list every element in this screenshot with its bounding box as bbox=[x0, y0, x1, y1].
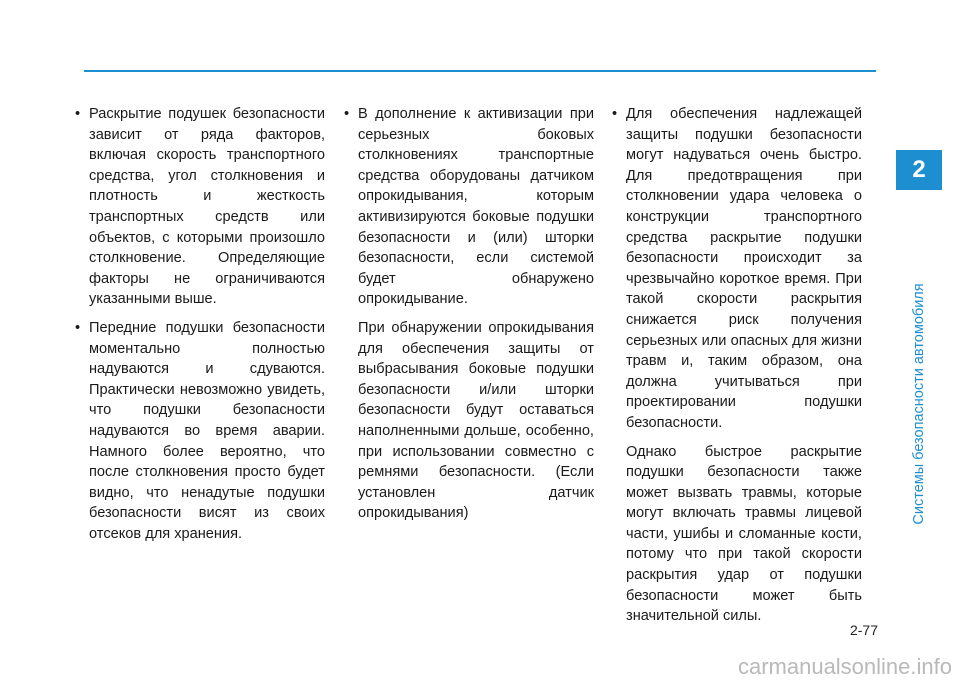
bullet-item bbox=[75, 318, 325, 545]
bullet-text: Раскрытие подушек безопасности зависит от ряда факторов, включая скорость транспортного средства, угол столкновения и плотность и жесткость транспортных средств или объектов, с которыми произошло столкновение. Определяющие факторы не ограничиваются указанными выше. bbox=[89, 106, 325, 308]
bullet-item bbox=[612, 104, 862, 434]
text-column-3 bbox=[612, 104, 862, 627]
paragraph: При обнаружении опрокидывания для обеспечения защиты от выбрасывания боковые подушки безопасности и/или шторки безопасности будут оставаться наполненными дольше, особенно, при использовании совместно с ремнями безопасности. (Если установлен датчик опрокидывания) bbox=[358, 319, 594, 522]
bullet-text: Для обеспечения надлежащей защиты подушки безопасности могут надуваться очень быстро. Для предотвращения при столкновении удара человека о конструкции транспортного средства раскрытие подушки безопасности происходит за чрезвычайно короткое время. При такой скорости раскрытия снижается риск получения серьезных или опасных для жизни травм и, таким образом, она должна учитываться при проектировании подушки безопасности. bbox=[626, 106, 862, 431]
header-rule bbox=[84, 70, 876, 72]
paragraph: Однако быстрое раскрытие подушки безопасности также может вызвать травмы, которые могут включать травмы лицевой части, ушибы и сломанные кости, потому что при такой скорости раскрытия удар от подушки безопасности может быть значительной силы. bbox=[626, 443, 862, 625]
watermark-text: carmanualsonline.info bbox=[737, 654, 952, 679]
bullet-item bbox=[344, 104, 594, 310]
chapter-number-badge: 2 bbox=[896, 150, 942, 190]
bullet-icon: • bbox=[75, 106, 81, 122]
text-column-1 bbox=[75, 104, 325, 552]
bullet-icon: • bbox=[344, 106, 350, 122]
bullet-text: Передние подушки безопасности моментально полностью надуваются и сдуваются. Практически невозможно увидеть, что подушки безопасности надуваются во время аварии. Намного более вероятно, что после столкновения просто будет видно, что ненадутые подушки безопасности висят из своих отсеков для хранения. bbox=[89, 319, 325, 542]
bullet-item bbox=[75, 104, 325, 310]
page-number: 2-77 bbox=[849, 622, 878, 638]
chapter-title-vertical: Системы безопасности автомобиля bbox=[911, 283, 927, 525]
bullet-text: В дополнение к активизации при серьезных боковых столкновениях транспортные средства оборудованы датчиком опрокидывания, которым активизируются боковые подушки безопасности и (или) шторки безопасности, если системой будет обнаружено опрокидывание. bbox=[358, 106, 594, 308]
bullet-icon: • bbox=[612, 106, 618, 122]
text-column-2 bbox=[344, 104, 594, 524]
bullet-icon: • bbox=[75, 319, 81, 336]
